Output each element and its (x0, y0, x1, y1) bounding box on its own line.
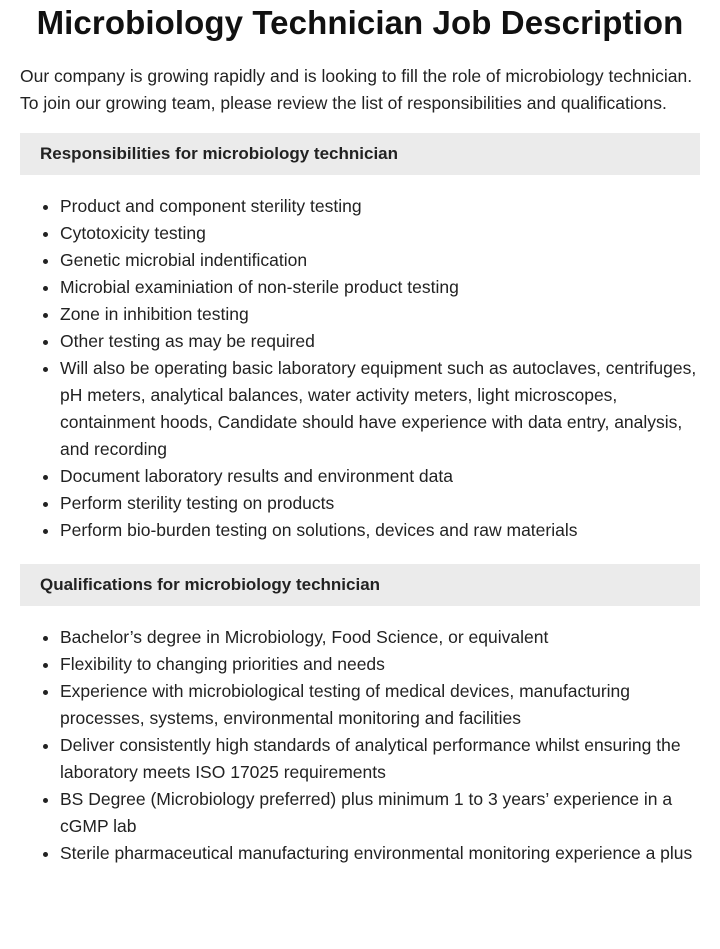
list-item: • Flexibility to changing priorities and needs (60, 651, 700, 678)
list-item: • Will also be operating basic laboratory equipment such as autoclaves, centrifuges, pH meters, analytical balances, water activity meters, light microscopes, containment hoods, Candidate should have experience with data entry, analysis, and recording (60, 355, 700, 463)
list-item: • BS Degree (Microbiology preferred) plus minimum 1 to 3 years’ experience in a cGMP lab (60, 786, 700, 840)
list-item: • Product and component sterility testing (60, 193, 700, 220)
list-item: • Microbial examiniation of non-sterile product testing (60, 274, 700, 301)
list-item: • Zone in inhibition testing (60, 301, 700, 328)
list-item: • Cytotoxicity testing (60, 220, 700, 247)
list-item: • Genetic microbial indentification (60, 247, 700, 274)
list-item: • Perform sterility testing on products (60, 490, 700, 517)
qualifications-heading: Qualifications for microbiology technician (20, 564, 700, 606)
intro-paragraph: Our company is growing rapidly and is looking to fill the role of microbiology technician. To join our growing team, please review the list of responsibilities and qualifications. (20, 66, 693, 113)
list-item: • Document laboratory results and environment data (60, 463, 700, 490)
responsibilities-list (20, 193, 700, 544)
page-title: Microbiology Technician Job Description (36, 4, 684, 41)
qualifications-list (20, 624, 700, 867)
list-item: • Bachelor’s degree in Microbiology, Food Science, or equivalent (60, 624, 700, 651)
list-item: • Experience with microbiological testing of medical devices, manufacturing processes, systems, environmental monitoring and facilities (60, 678, 700, 732)
responsibilities-heading: Responsibilities for microbiology technician (20, 133, 700, 175)
list-item: • Perform bio-burden testing on solutions, devices and raw materials (60, 517, 700, 544)
list-item: • Sterile pharmaceutical manufacturing environmental monitoring experience a plus (60, 840, 700, 867)
list-item: • Other testing as may be required (60, 328, 700, 355)
list-item: • Deliver consistently high standards of analytical performance whilst ensuring the laboratory meets ISO 17025 requirements (60, 732, 700, 786)
